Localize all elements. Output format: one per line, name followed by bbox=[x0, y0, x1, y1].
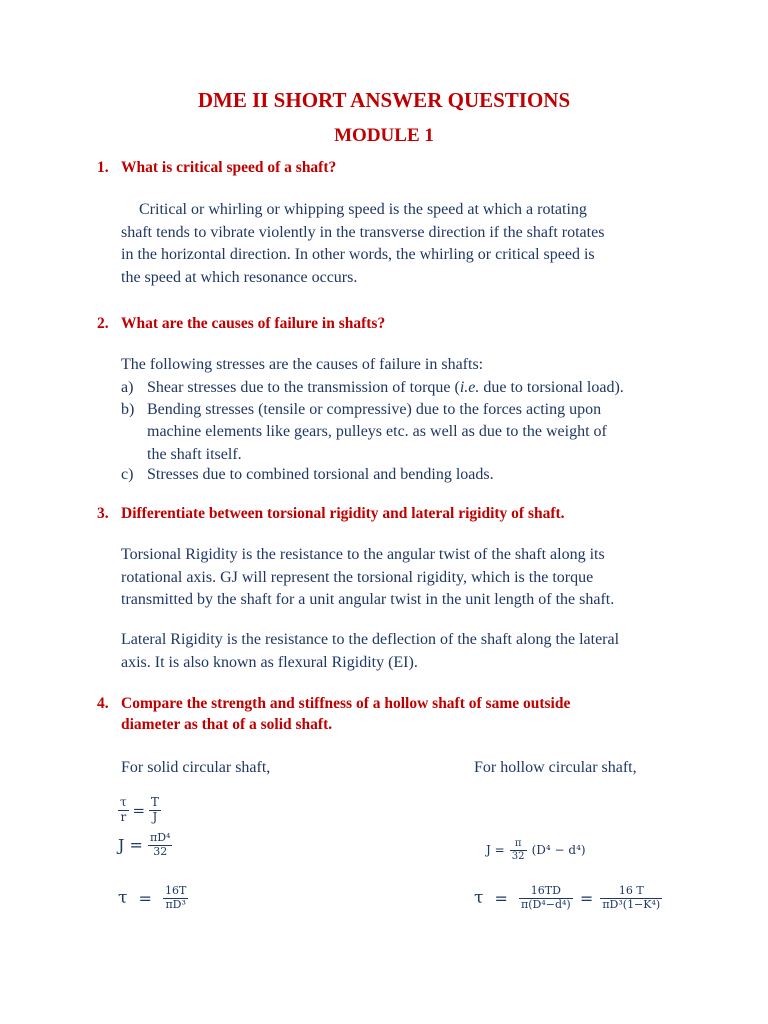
formula-shear-stress-solid: τ = $\frac{16T}{\text{πD³}}$ bbox=[118, 884, 187, 911]
answer-line: Critical or whirling or whipping speed is the speed at which a rotating bbox=[139, 201, 587, 218]
question-text: Compare the strength and stiffness of a hollow shaft of same outside diameter as that of a solid shaft. bbox=[121, 695, 571, 733]
question-number: 2. bbox=[97, 315, 109, 332]
answer-line: shaft tends to vibrate violently in the transverse direction if the shaft rotates bbox=[121, 223, 605, 241]
answer-3-para-2: Lateral Rigidity is the resistance to the deflection of the shaft along the lateral axis. It is also known as flexural Rigidity (EI). bbox=[121, 631, 620, 671]
hollow-shaft-label: For hollow circular shaft, bbox=[474, 759, 637, 776]
formula-shear-stress-hollow: τ = $\frac{16TD}{\text{π(D⁴−d⁴)}}$ = $\frac{16 T}{\text{πD³(1−K⁴)}}$ bbox=[474, 884, 661, 911]
list-text: Bending stresses (tensile or compressive) due to the forces acting upon machine elements like gears, pulleys etc. as well as due to the weight of the shaft itself. bbox=[147, 400, 607, 463]
list-label: c) bbox=[121, 465, 134, 483]
answer-line: in the horizontal direction. In other words, the whirling or critical speed is bbox=[121, 246, 595, 263]
question-text: What is critical speed of a shaft? bbox=[121, 159, 337, 176]
page-title: DME II SHORT ANSWER QUESTIONS bbox=[197, 88, 571, 112]
question-text: What are the causes of failure in shafts? bbox=[121, 315, 386, 332]
list-item-b bbox=[121, 399, 701, 464]
question-number: 4. bbox=[97, 695, 109, 712]
formula-polar-moment-solid: J = $\frac{\text{πD⁴}}{32}$ bbox=[118, 831, 171, 858]
answer-intro: The following stresses are the causes of failure in shafts: bbox=[121, 356, 484, 373]
list-item-a bbox=[121, 377, 701, 399]
solid-shaft-label: For solid circular shaft, bbox=[121, 759, 271, 776]
answer-2 bbox=[121, 354, 701, 486]
answer-3-para-1: Torsional Rigidity is the resistance to the angular twist of the shaft along its rotational axis. GJ will represent the torsional rigidity, which is the torque transmitted by the shaft for a unit angular twist in the unit length of the shaft. bbox=[121, 546, 615, 608]
list-label: b) bbox=[121, 400, 135, 418]
answer-1 bbox=[121, 199, 681, 289]
module-heading: MODULE 1 bbox=[334, 125, 434, 146]
formula-polar-moment-hollow: J = $\frac{\pi}{32}$ (D⁴ − d⁴) bbox=[486, 838, 586, 862]
list-text: Shear stresses due to the transmission of torque (i.e. due to torsional load). bbox=[147, 378, 624, 396]
list-item-c bbox=[121, 464, 701, 486]
question-number: 3. bbox=[97, 505, 109, 522]
question-text: Differentiate between torsional rigidity and lateral rigidity of shaft. bbox=[121, 505, 565, 522]
answer-line: the speed at which resonance occurs. bbox=[121, 268, 358, 286]
formula-tau-over-r: $\frac{\tau}{r}$ = $\frac{T}{J}$ bbox=[120, 795, 159, 824]
question-number: 1. bbox=[97, 159, 109, 176]
list-text: Stresses due to combined torsional and bending loads. bbox=[147, 465, 494, 483]
list-label: a) bbox=[121, 378, 134, 396]
